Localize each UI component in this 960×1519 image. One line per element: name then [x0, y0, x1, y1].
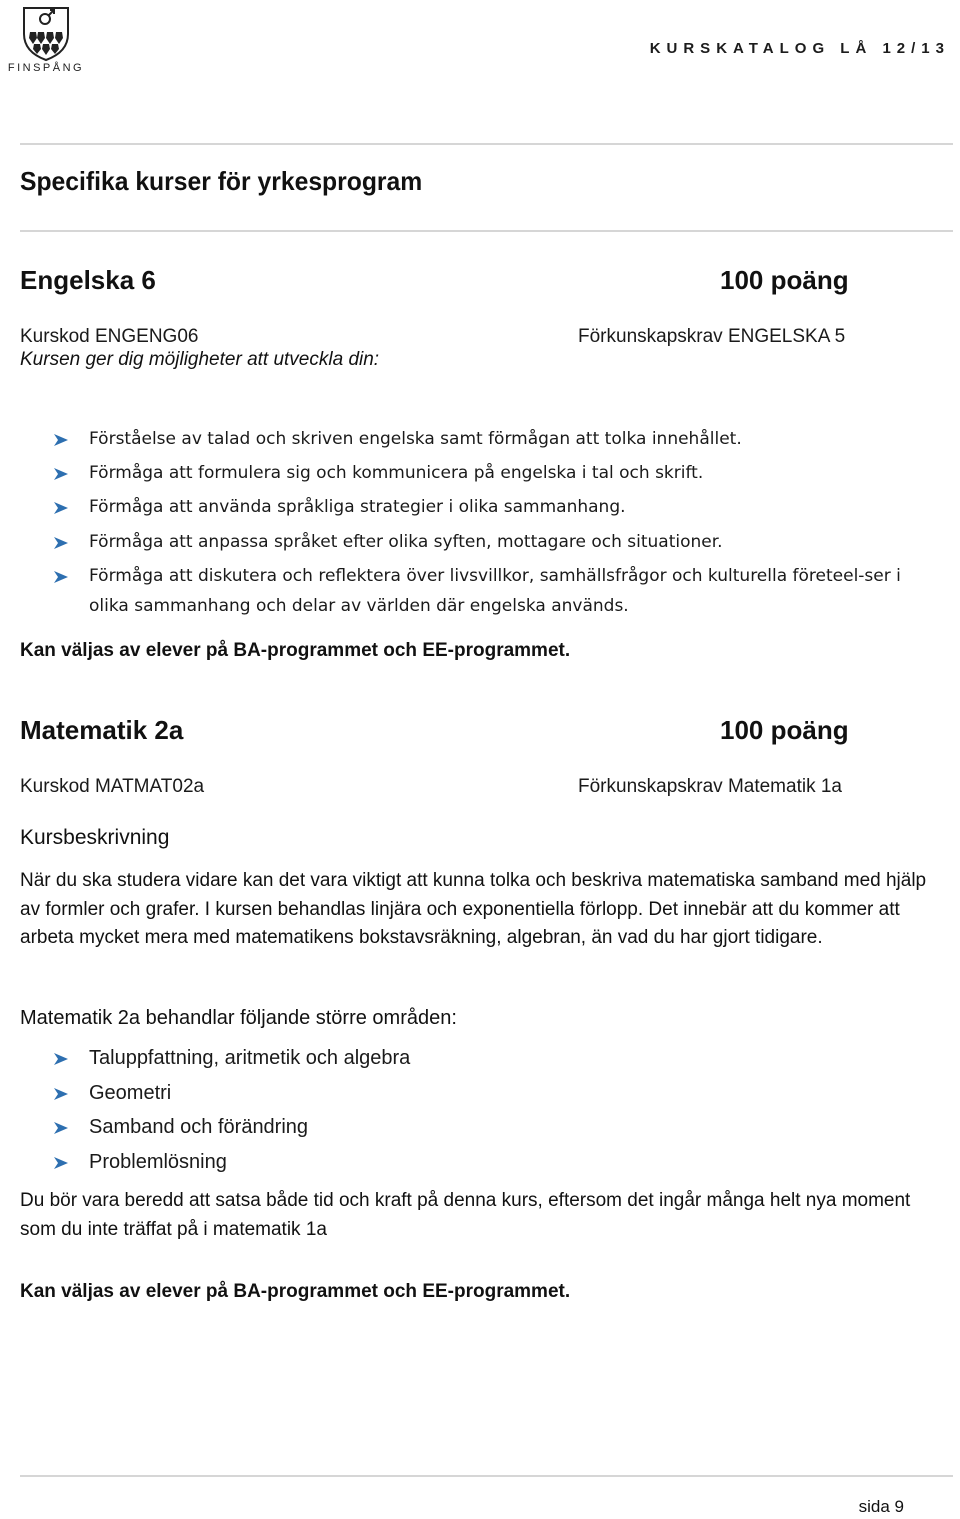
arrow-bullet-icon [54, 1088, 68, 1100]
arrow-bullet-icon [54, 1157, 68, 1169]
list-item [54, 559, 939, 621]
list-item-text: Förmåga att anpassa språket efter olika syften, mottagare och situationer. [89, 531, 723, 552]
coat-of-arms-icon [4, 4, 88, 62]
page-number: sida 9 [858, 1497, 904, 1516]
list-item-text: Samband och förändring [89, 1116, 309, 1138]
course-prerequisite: Förkunskapskrav Matematik 1a [578, 776, 842, 797]
course-description: När du ska studera vidare kan det vara viktigt att kunna tolka och beskriva matematiska samband med hjälp av formler och grafer. I kursen behandlas linjära och exponentiella förlopp. Det innebär att du kommer att arbeta mycket mera med matematikens bokstavsräkning, algebran, än vad du har gjort tidigare. [20, 870, 927, 948]
finspang-logo [4, 4, 88, 80]
footer-divider [20, 1475, 953, 1477]
list-item-text: Problemlösning [89, 1150, 227, 1173]
description-heading: Kursbeskrivning [20, 826, 170, 849]
list-item [54, 490, 939, 524]
course-intro: Kursen ger dig möjligheter att utveckla din: [20, 349, 380, 370]
list-item-text: Förmåga att använda språkliga strategier i olika sammanhang. [89, 497, 626, 518]
list-item [54, 1145, 554, 1180]
list-item [54, 1110, 554, 1145]
course-title: Matematik 2a [20, 715, 184, 745]
course-points: 100 poäng [720, 715, 849, 745]
logo-text: FINSPÅNG [7, 62, 85, 74]
list-item-text: Geometri [89, 1081, 172, 1104]
list-item [54, 525, 939, 559]
course-code: Kurskod MATMAT02a [20, 776, 205, 797]
list-item-text: Förmåga att formulera sig och kommunicera på engelska i tal och skrift. [89, 463, 704, 484]
arrow-bullet-icon [54, 1122, 68, 1134]
areas-list [54, 1041, 554, 1179]
catalog-title: KURSKATALOG LÅ 12/13 [649, 40, 950, 57]
arrow-bullet-icon [54, 571, 68, 583]
course-title: Engelska 6 [20, 265, 156, 295]
course-code: Kurskod ENGENG06 [20, 326, 199, 347]
skills-list [54, 422, 939, 621]
areas-intro: Matematik 2a behandlar följande större områden: [20, 1007, 457, 1029]
arrow-bullet-icon [54, 1053, 68, 1065]
course-prerequisite: Förkunskapskrav ENGELSKA 5 [578, 326, 846, 347]
list-item [54, 422, 939, 456]
eligibility-note: Kan väljas av elever på BA-programmet och EE-programmet. [20, 640, 571, 661]
eligibility-note: Kan väljas av elever på BA-programmet och EE-programmet. [20, 1281, 571, 1302]
list-item-text: Förmåga att diskutera och reflektera över livsvillkor, samhällsfrågor och kulturella företeel-ser i olika sammanhang och delar av världen där engelska används. [89, 565, 901, 616]
divider [20, 230, 953, 232]
section-title: Specifika kurser för yrkesprogram [20, 166, 423, 196]
arrow-bullet-icon [54, 468, 68, 480]
arrow-bullet-icon [54, 502, 68, 514]
arrow-bullet-icon [54, 537, 68, 549]
course-advice: Du bör vara beredd att satsa både tid och kraft på denna kurs, eftersom det ingår många helt nya moment som du inte träffat på i matematik 1a [20, 1190, 911, 1240]
list-item [54, 1041, 554, 1076]
arrow-bullet-icon [54, 434, 68, 446]
divider [20, 143, 953, 145]
course-points: 100 poäng [720, 265, 849, 295]
list-item [54, 1076, 554, 1111]
list-item-text: Förståelse av talad och skriven engelska samt förmågan att tolka innehållet. [89, 429, 742, 449]
list-item-text: Taluppfattning, aritmetik och algebra [89, 1047, 411, 1069]
list-item [54, 456, 939, 490]
